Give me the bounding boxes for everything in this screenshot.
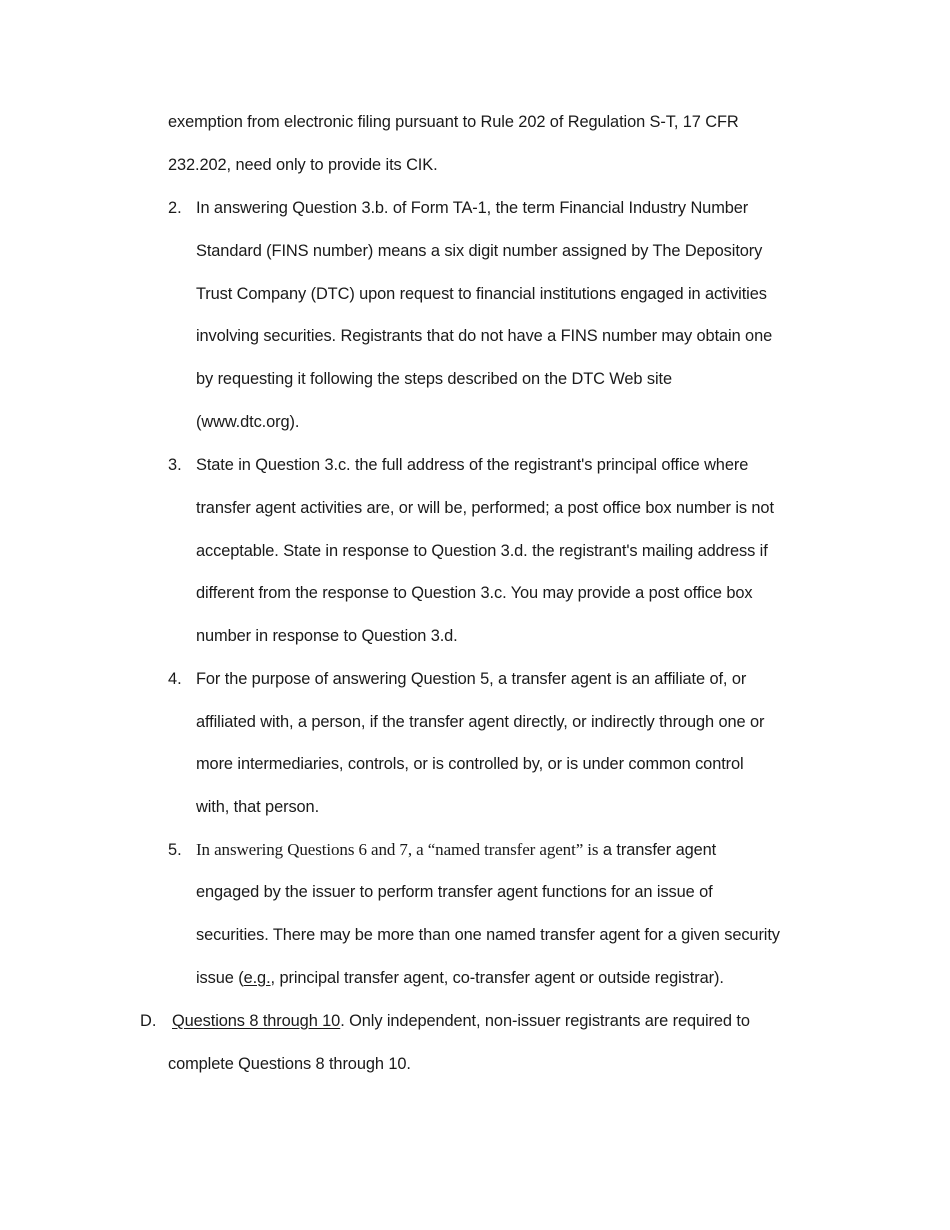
item-3-line-2: transfer agent activities are, or will be, performed; a post office box number is not [196,499,774,517]
section-d-line-2: complete Questions 8 through 10. [168,1055,411,1073]
item-5-line-1-rest: a transfer agent [598,841,717,859]
item-3-line-1: State in Question 3.c. the full address of the registrant's principal office where [196,456,749,474]
eg-underlined: e.g. [243,969,271,987]
item-2-line-1: In answering Question 3.b. of Form TA-1, the term Financial Industry Number [196,199,749,217]
item-2-number: 2. [168,199,182,217]
item-4-line-3: more intermediaries, controls, or is controlled by, or is under common control [196,755,744,773]
section-d-heading: Questions 8 through 10 [172,1012,341,1030]
item-2-line-5: by requesting it following the steps described on the DTC Web site [196,370,672,388]
item-4-line-4: with, that person. [196,798,320,816]
item-4-line-2: affiliated with, a person, if the transfer agent directly, or indirectly through one or [196,713,765,731]
item-5-number: 5. [168,841,182,859]
section-d-text: . Only independent, non-issuer registrants are required to [340,1012,750,1030]
item-5-line-4-pre: issue ( [196,969,244,987]
item-3-line-4: different from the response to Question 3.c. You may provide a post office box [196,584,753,602]
item-4-line-1: For the purpose of answering Question 5, a transfer agent is an affiliate of, or [196,670,747,688]
item-5-line-3: securities. There may be more than one named transfer agent for a given security [196,926,780,944]
item-5-line-4 [196,968,724,988]
item-2-line-4: involving securities. Registrants that do not have a FINS number may obtain one [196,327,773,345]
item-2-line-6: (www.dtc.org). [196,413,300,431]
section-d-line-1 [172,1011,750,1031]
section-d-letter: D. [140,1012,157,1030]
item-5-line-1-serif-text: In answering Questions 6 and 7, a “named transfer agent” is [196,840,599,859]
item-3-number: 3. [168,456,182,474]
item-5-line-2: engaged by the issuer to perform transfer agent functions for an issue of [196,883,713,901]
item-5-line-4-post: , principal transfer agent, co-transfer agent or outside registrar). [270,969,724,987]
item-5-line-1 [196,840,716,860]
item-3-line-3: acceptable. State in response to Question 3.d. the registrant's mailing address if [196,542,768,560]
item-2-line-3: Trust Company (DTC) upon request to financial institutions engaged in activities [196,285,767,303]
item-3-line-5: number in response to Question 3.d. [196,627,458,645]
item-2-line-2: Standard (FINS number) means a six digit number assigned by The Depository [196,242,763,260]
continuation-line-2: 232.202, need only to provide its CIK. [168,156,438,174]
item-4-number: 4. [168,670,182,688]
continuation-line-1: exemption from electronic filing pursuant to Rule 202 of Regulation S-T, 17 CFR [168,113,739,131]
